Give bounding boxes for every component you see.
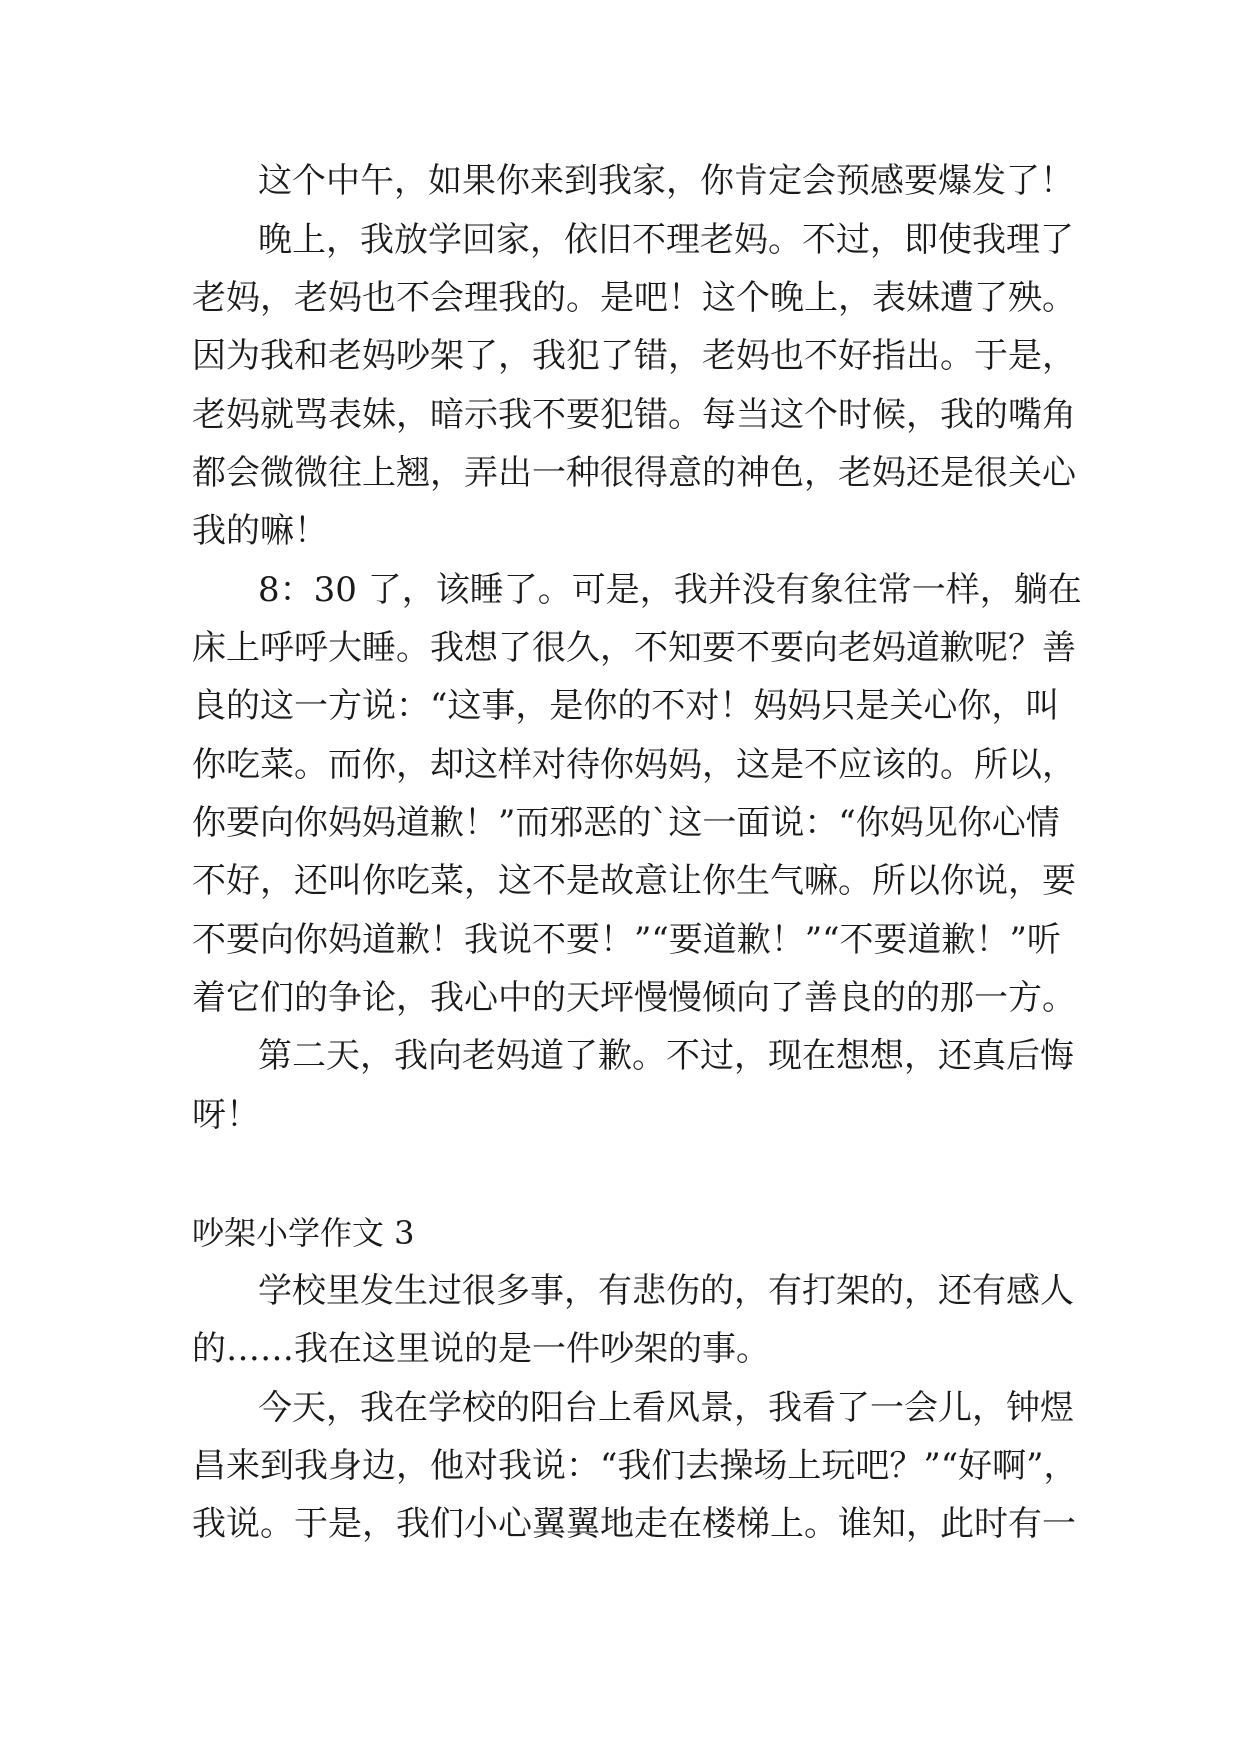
paragraph-line: [0, 269, 1241, 327]
paragraph-line: [0, 969, 1241, 1027]
text-line: 晚上，我放学回家，依旧不理老妈。不过，即使我理了: [258, 220, 1074, 260]
paragraph-line: [0, 211, 1241, 269]
paragraph-line: [0, 386, 1241, 444]
text-line: 不好，还叫你吃菜，这不是故意让你生气嘛。所以你说，要: [192, 861, 1076, 901]
paragraph-line: [0, 1320, 1241, 1378]
paragraph-line: [0, 1495, 1241, 1553]
text-line: 老妈就骂表妹，暗示我不要犯错。每当这个时候，我的嘴角: [192, 395, 1076, 435]
text-line: 这个中午，如果你来到我家，你肯定会预感要爆发了！: [258, 161, 1074, 201]
paragraph-line: [0, 852, 1241, 910]
text-line: 老妈，老妈也不会理我的。是吧！这个晚上，表妹遭了殃。: [192, 278, 1076, 318]
text-line: 床上呼呼大睡。我想了很久，不知要不要向老妈道歉呢？善: [192, 628, 1076, 668]
paragraph-line: [0, 911, 1241, 969]
paragraph-line: [0, 1086, 1241, 1144]
paragraph-line: [0, 561, 1241, 619]
paragraph-line: [0, 677, 1241, 735]
paragraph-line: [0, 502, 1241, 560]
text-line: 学校里发生过很多事，有悲伤的，有打架的，还有感人: [258, 1271, 1074, 1311]
text-line: 良的这一方说：“这事，是你的不对！妈妈只是关心你，叫: [192, 686, 1060, 726]
text-line: 8：30 了，该睡了。可是，我并没有象往常一样，躺在: [258, 570, 1082, 610]
text-line: 着它们的争论，我心中的天坪慢慢倾向了善良的的那一方。: [192, 978, 1076, 1018]
paragraph-line: [0, 1437, 1241, 1495]
paragraph-line: [0, 1027, 1241, 1085]
text-line: 不要向你妈道歉！我说不要！”“要道歉！”“不要道歉！”听: [192, 920, 1061, 960]
section-title: 吵架小学作文 3: [192, 1214, 415, 1252]
text-line: 因为我和老妈吵架了，我犯了错，老妈也不好指出。于是，: [192, 336, 1076, 376]
paragraph-line: [0, 444, 1241, 502]
paragraph-line: [0, 327, 1241, 385]
text-line: 你吃菜。而你，却这样对待你妈妈，这是不应该的。所以，: [192, 745, 1076, 785]
paragraph-line: [0, 619, 1241, 677]
paragraph-line: [0, 1262, 1241, 1320]
text-line: 我的嘛！: [192, 511, 328, 551]
text-line: 今天，我在学校的阳台上看风景，我看了一会儿，钟煜: [258, 1388, 1074, 1428]
text-line: 我说。于是，我们小心翼翼地走在楼梯上。谁知，此时有一: [192, 1504, 1076, 1544]
paragraph-line: [0, 736, 1241, 794]
section-heading: [0, 1204, 1241, 1262]
text-line: 第二天，我向老妈道了歉。不过，现在想想，还真后悔: [258, 1036, 1074, 1076]
text-line: 的……我在这里说的是一件吵架的事。: [192, 1329, 770, 1369]
text-line: 昌来到我身边，他对我说：“我们去操场上玩吧？”“好啊”，: [192, 1446, 1078, 1486]
paragraph-line: [0, 794, 1241, 852]
paragraph-line: [0, 152, 1241, 210]
text-line: 都会微微往上翘，弄出一种很得意的神色，老妈还是很关心: [192, 453, 1076, 493]
paragraph-line: [0, 1379, 1241, 1437]
text-line: 呀！: [192, 1095, 260, 1135]
text-line: 你要向你妈妈道歉！”而邪恶的`这一面说：“你妈见你心情: [192, 803, 1060, 843]
